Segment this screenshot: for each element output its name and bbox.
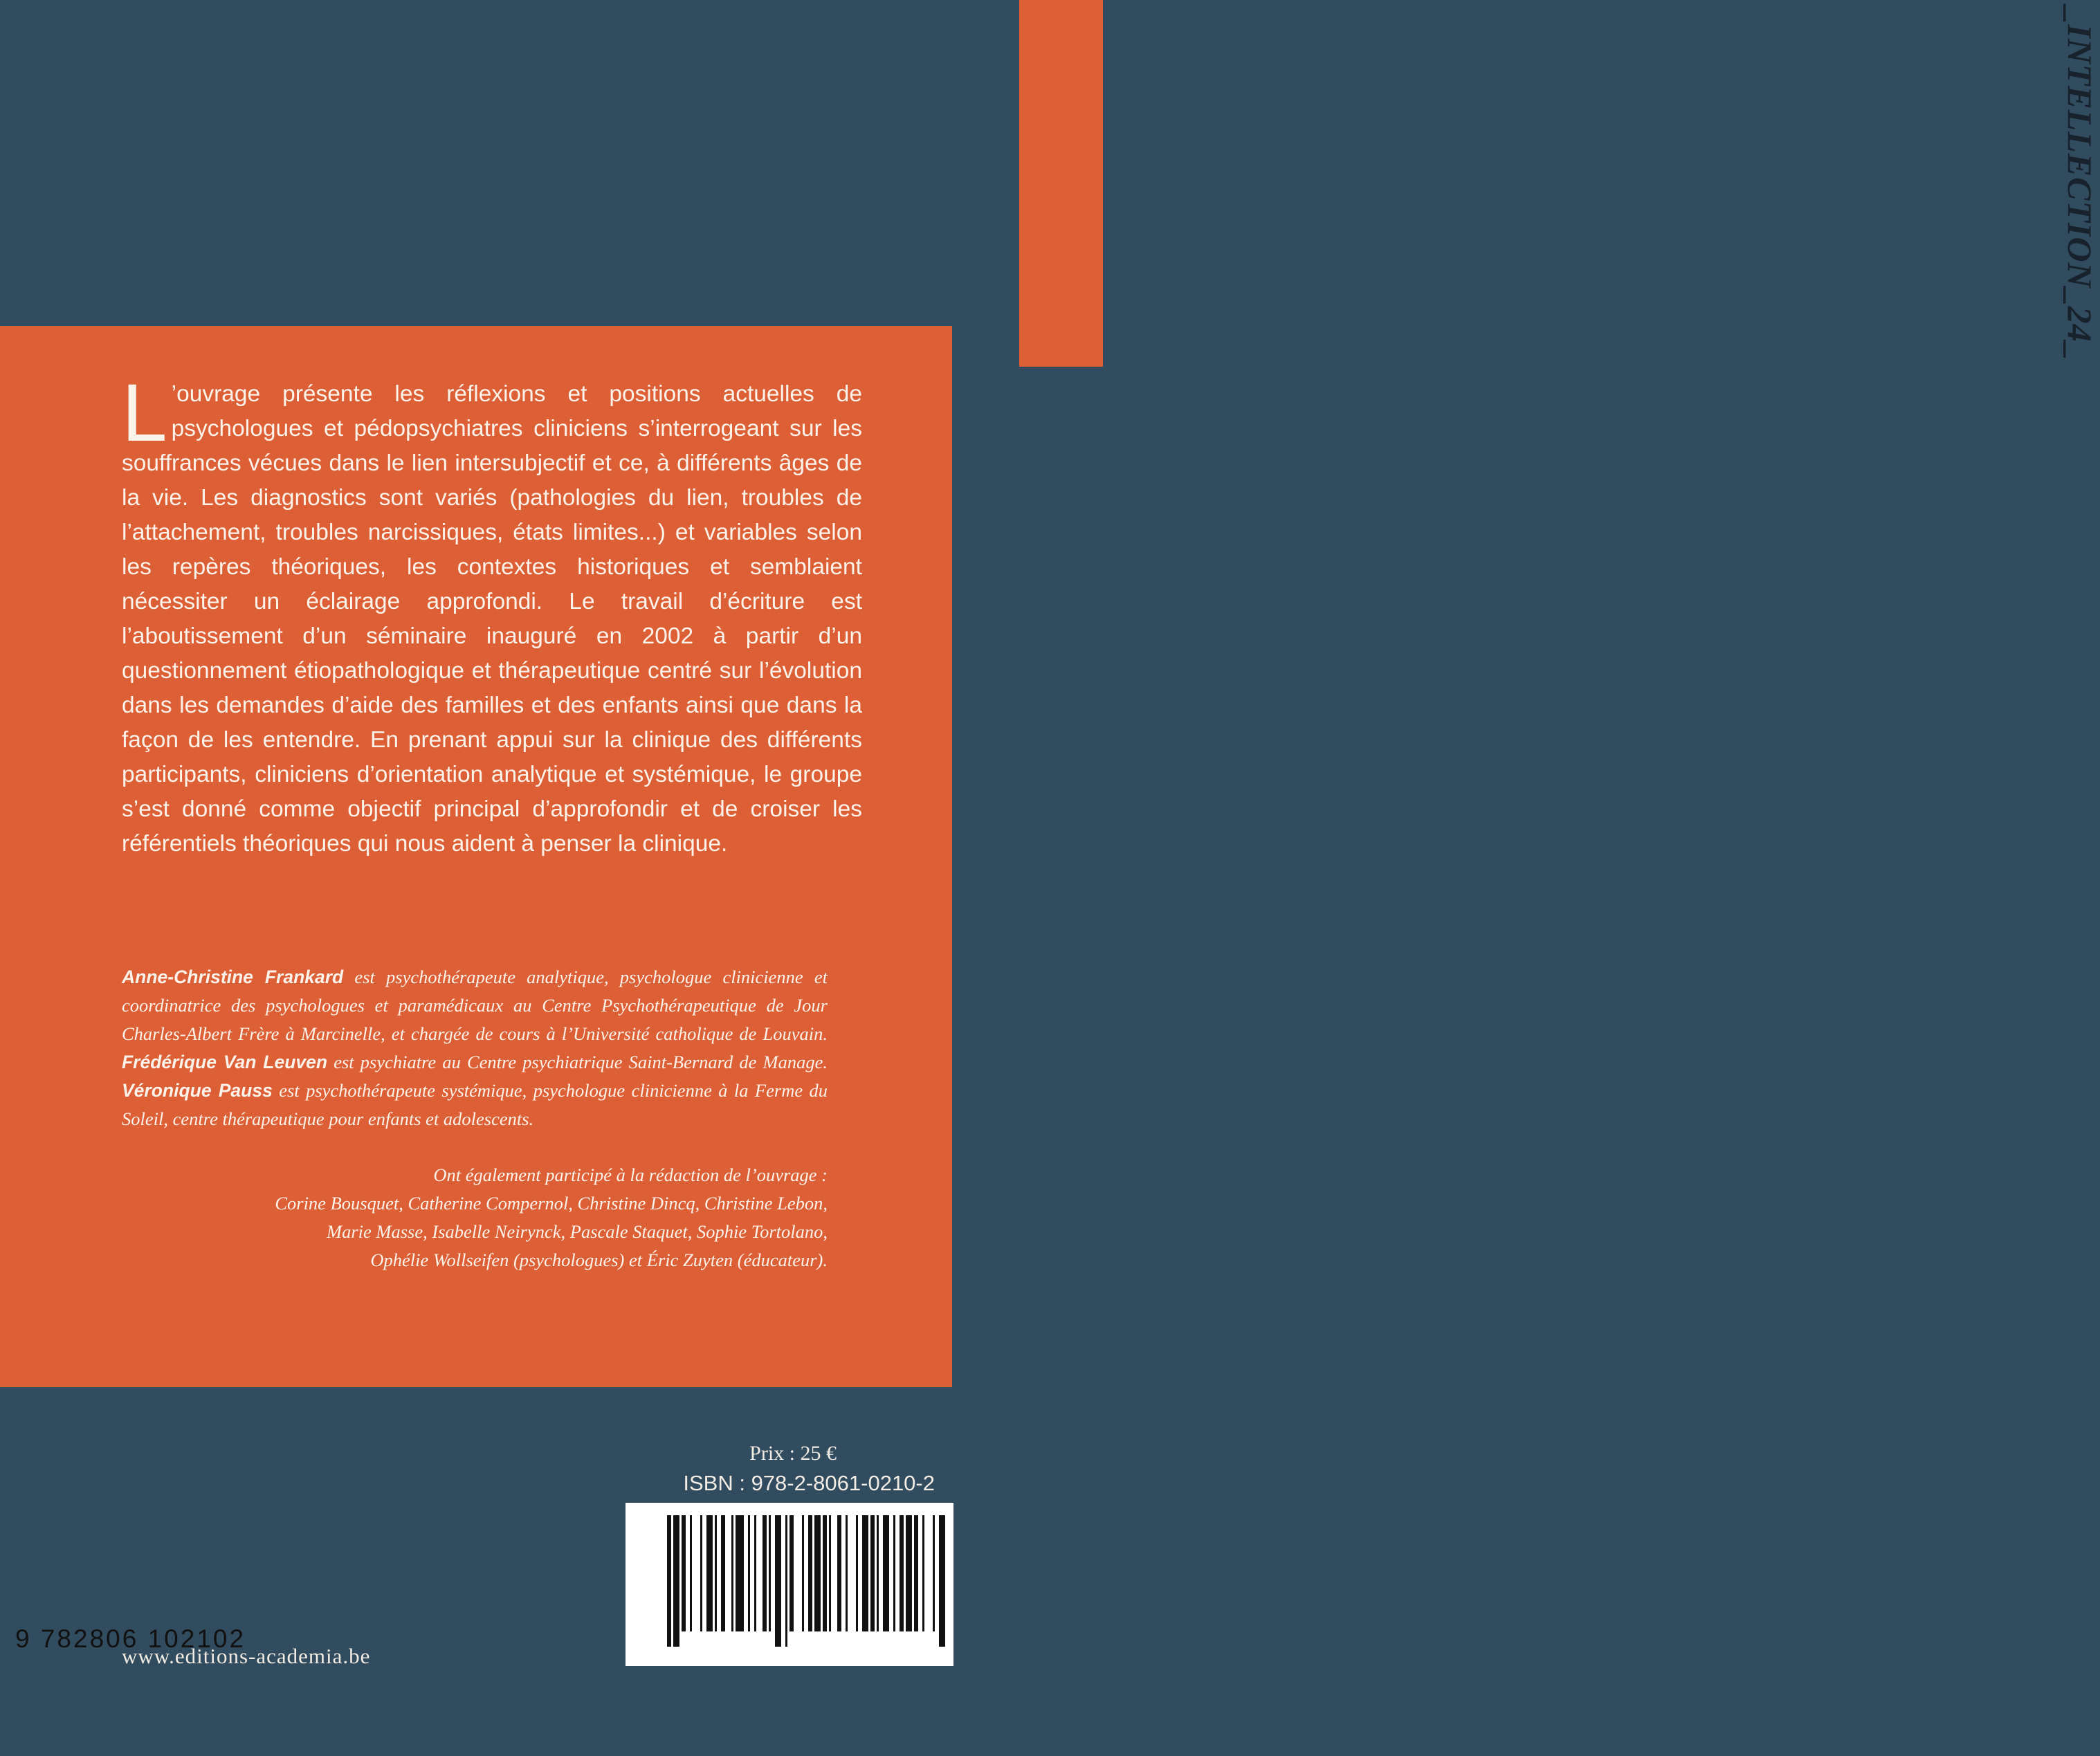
- author-bio-2: est psychiatre au Centre psychiatrique Saint-Bernard de Manage.: [327, 1052, 828, 1072]
- barcode-bar: [667, 1515, 671, 1647]
- website-url[interactable]: www.editions-academia.be: [122, 1644, 371, 1668]
- barcode-bar: [870, 1515, 875, 1631]
- barcode-bar: [721, 1515, 725, 1631]
- barcode-bar: [673, 1515, 679, 1647]
- series-tab: [1019, 0, 2099, 367]
- barcode-digits: 9 782806 102102: [15, 1625, 246, 1653]
- barcode-bar: [763, 1515, 767, 1631]
- price-label: Prix : 25 €: [749, 1442, 837, 1465]
- author-name-3: Véronique Pauss: [122, 1080, 273, 1101]
- barcode-bar: [690, 1515, 692, 1631]
- barcode-bar: [829, 1515, 831, 1631]
- barcode-icon: [626, 1503, 953, 1666]
- author-bio-1: est psychothérapeute analytique, psychologue clinicienne et coordinatrice des psychologues et paramédicaux au Centre Psychothérapeutique de Jour Charles-Albert Frère à Marcinelle, et chargée de cours à l’Université catholique de Louvain.: [122, 967, 828, 1044]
- barcode-bar: [893, 1515, 895, 1631]
- barcode-bar: [856, 1515, 858, 1631]
- barcode-bar: [933, 1515, 935, 1631]
- barcode-bar: [700, 1515, 702, 1631]
- isbn-label: ISBN : 978-2-8061-0210-2: [683, 1471, 935, 1495]
- barcode-bar: [715, 1515, 717, 1631]
- contributors-line: Ophélie Wollseifen (psychologues) et Éric Zuyten (éducateur).: [370, 1250, 828, 1270]
- author-bio-3: est psychothérapeute systémique, psychologue clinicienne à la Ferme du Soleil, centre thérapeutique pour enfants et adolescents.: [122, 1080, 828, 1129]
- barcode-bar: [775, 1515, 781, 1647]
- barcode-bar: [748, 1515, 750, 1631]
- author-name-1: Anne-Christine Frankard: [122, 967, 344, 987]
- barcode-bar: [877, 1515, 879, 1631]
- barcode-bar: [823, 1515, 827, 1631]
- contributors-line: Marie Masse, Isabelle Neirynck, Pascale Staquet, Sophie Tortolano,: [327, 1221, 828, 1242]
- barcode-bar: [922, 1515, 924, 1631]
- barcode-bar: [808, 1515, 812, 1631]
- blurb-paragraph: [122, 367, 862, 861]
- contributors-line: Corine Bousquet, Catherine Compernol, Christine Dincq, Christine Lebon,: [275, 1193, 828, 1214]
- barcode-bar: [837, 1515, 841, 1631]
- barcode-bar: [862, 1515, 868, 1631]
- barcode-bar: [736, 1515, 744, 1631]
- contributors-block: [122, 1161, 828, 1274]
- dropcap-letter: L: [122, 367, 167, 459]
- author-name-2: Frédérique Van Leuven: [122, 1052, 328, 1072]
- barcode-bar: [900, 1515, 904, 1631]
- authors-paragraph: [122, 963, 828, 1133]
- barcode-bar: [814, 1515, 821, 1631]
- barcode-bar: [789, 1515, 794, 1631]
- barcode-bar: [846, 1515, 848, 1631]
- barcode-bar: [883, 1515, 889, 1631]
- contributors-line: Ont également participé à la rédaction de l’ouvrage :: [433, 1164, 828, 1185]
- barcode-bar: [906, 1515, 912, 1631]
- barcode-bar: [939, 1515, 945, 1647]
- barcode-bar: [802, 1515, 804, 1631]
- barcode-bar: [682, 1515, 686, 1631]
- barcode-bar: [785, 1515, 787, 1647]
- barcode-bars: [626, 1503, 953, 1666]
- barcode-bar: [769, 1515, 771, 1631]
- series-label: _INTELLECTION_24_: [2061, 6, 2099, 360]
- blurb-text: ’ouvrage présente les réflexions et positions actuelles de psychologues et pédopsychiatres cliniciens s’interrogeant sur les souffrances vécues dans le lien intersubjectif et ce, à différents âges de la vie. Les diagnostics sont variés (pathologies du lien, troubles de l’attachement, troubles narcissiques, états limites...) et variables selon les repères théoriques, les contextes historiques et semblaient nécessiter un éclairage approfondi. Le travail d’écriture est l’aboutissement d’un séminaire inauguré en 2002 à partir d’un questionnement étiopathologique et thérapeutique centré sur l’évolution dans les demandes d’aide des familles et des enfants ainsi que dans la façon de les entendre. En prenant appui sur la clinique des différents participants, cliniciens d’orientation analytique et systémique, le groupe s’est donné comme objectif principal d’approfondir et de croiser les référentiels théoriques qui nous aident à penser la clinique.: [122, 381, 862, 857]
- barcode-bar: [706, 1515, 713, 1631]
- barcode-bar: [731, 1515, 733, 1631]
- barcode-bar: [754, 1515, 756, 1631]
- barcode-bar: [914, 1515, 918, 1631]
